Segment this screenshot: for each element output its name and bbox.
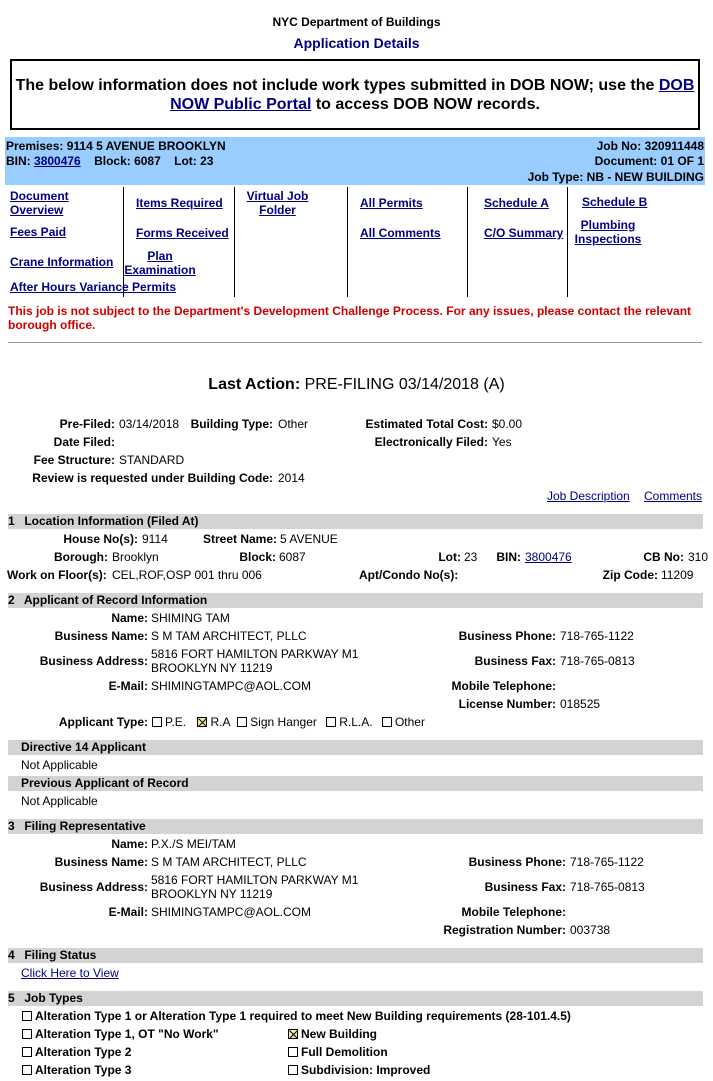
section-title: Applicant of Record Information (23, 593, 208, 607)
applicant-type-options (152, 715, 425, 729)
last-action (0, 376, 713, 394)
premises-band (5, 137, 705, 185)
nav-co-summary[interactable]: C/O Summary (484, 226, 564, 240)
applicant-bizname-value: S M TAM ARCHITECT, PLLC (151, 629, 307, 643)
section-number: 5 (8, 991, 15, 1005)
nav-plumbing-inspections[interactable]: Plumbing Inspections (574, 218, 642, 246)
lot-value: 23 (464, 550, 478, 564)
rep-bizphone-label: Business Phone: (468, 855, 566, 869)
applicant-bizaddr-line1: 5816 FORT HAMILTON PARKWAY M1 (151, 647, 359, 661)
lot-label: Lot: (438, 550, 461, 564)
section-number: 2 (8, 593, 15, 607)
floor-value: CEL,ROF,OSP 001 thru 006 (112, 568, 262, 582)
section-title: Job Types (24, 991, 83, 1005)
notice-text-prefix: The below information does not include work types submitted in DOB NOW; use the (15, 77, 659, 94)
bin-link[interactable]: 3800476 (34, 154, 81, 168)
rep-bizaddr-label: Business Address: (39, 880, 148, 894)
divider (8, 342, 702, 343)
checkbox-ra[interactable]: R.A (197, 715, 229, 729)
section-header-filing-status (8, 948, 703, 963)
checkbox-pe[interactable]: P.E. (152, 715, 186, 729)
section-title: Filing Status (24, 948, 97, 962)
last-action-value: PRE-FILING 03/14/2018 (A) (304, 376, 505, 393)
nav-document-overview[interactable]: Document Overview (10, 189, 69, 217)
checkbox-sign-hanger[interactable]: Sign Hanger (237, 715, 317, 729)
premises-bin-row (6, 154, 213, 168)
premises-address: Premises: 9114 5 AVENUE BROOKLYN (6, 139, 226, 153)
nav-items-required[interactable]: Items Required (136, 196, 223, 210)
section-header-filing-rep (8, 819, 703, 834)
zip-label: Zip Code: (602, 568, 658, 582)
section-header-job-types (8, 991, 703, 1006)
electronic-label: Electronically Filed: (374, 435, 488, 449)
electronic-value: Yes (492, 435, 512, 449)
checkbox-alt2[interactable]: Alteration Type 2 (22, 1045, 131, 1059)
review-value: 2014 (278, 471, 305, 485)
comments-link[interactable]: Comments (644, 489, 703, 503)
lot-label: Lot: 23 (174, 154, 214, 168)
dob-now-notice (10, 59, 700, 130)
dob-now-portal-link[interactable]: DOB NOW Public Portal (170, 77, 695, 113)
street-value: 5 AVENUE (280, 532, 338, 546)
nav-after-hours-variance[interactable]: After Hours Variance Permits (10, 280, 177, 294)
checkbox-alt1-required[interactable]: Alteration Type 1 or Alteration Type 1 required to meet New Building requirements (28-101.4.5) (22, 1009, 571, 1023)
block-value: 6087 (279, 550, 306, 564)
applicant-license-label: License Number: (458, 697, 556, 711)
applicant-license-value: 018525 (560, 697, 601, 711)
applicant-mobile-label: Mobile Telephone: (451, 679, 556, 693)
document-number: Document: 01 OF 1 (594, 154, 704, 168)
cb-label: CB No: (643, 550, 684, 564)
previous-applicant-value: Not Applicable (21, 794, 98, 808)
nav-crane-information[interactable]: Crane Information (10, 255, 114, 269)
applicant-email-value: SHIMINGTAMPC@AOL.COM (151, 679, 311, 693)
rep-bizaddr-line2: BROOKLYN NY 11219 (151, 887, 273, 901)
nav-all-comments[interactable]: All Comments (360, 226, 441, 240)
checkbox-rla[interactable]: R.L.A. (326, 715, 372, 729)
bin-link[interactable]: 3800476 (525, 550, 572, 564)
apt-label: Apt/Condo No(s): (359, 568, 459, 582)
applicant-bizaddr-line2: BROOKLYN NY 11219 (151, 661, 273, 675)
development-challenge-note: This job is not subject to the Department's Development Challenge Process. For any issues, please contact the relevant borough office. (8, 304, 692, 332)
rep-bizaddr-line1: 5816 FORT HAMILTON PARKWAY M1 (151, 873, 359, 887)
nav-divider (347, 187, 348, 297)
section-title: Location Information (Filed At) (24, 514, 199, 528)
nav-virtual-job-folder[interactable]: Virtual Job Folder (246, 189, 309, 217)
applicant-bizphone-value: 718-765-1122 (560, 629, 634, 643)
prefiled-value: 03/14/2018 (119, 417, 180, 431)
applicant-name-value: SHIMING TAM (151, 611, 230, 625)
rep-bizname-value: S M TAM ARCHITECT, PLLC (151, 855, 307, 869)
section-header-applicant (8, 593, 703, 608)
house-label: House No(s): (63, 532, 138, 546)
borough-label: Borough: (54, 550, 108, 564)
review-label: Review is requested under Building Code: (32, 471, 273, 485)
page-title: Application Details (293, 35, 420, 51)
job-type: Job Type: NB - NEW BUILDING (527, 170, 704, 184)
rep-email-label: E-Mail: (108, 905, 148, 919)
date-filed-label: Date Filed: (53, 435, 115, 449)
building-type-label: Building Type: (190, 417, 273, 431)
nav-fees-paid[interactable]: Fees Paid (10, 225, 67, 239)
nav-schedule-a[interactable]: Schedule A (484, 196, 549, 210)
checkbox-full-demolition[interactable]: Full Demolition (288, 1045, 388, 1059)
applicant-name-label: Name: (111, 611, 148, 625)
section-title: Filing Representative (24, 819, 146, 833)
zip-value: 11209 (661, 568, 694, 582)
filing-status-link[interactable]: Click Here to View (21, 966, 119, 980)
nav-divider (467, 187, 468, 297)
checkbox-subdivision-improved[interactable]: Subdivision: Improved (288, 1063, 430, 1077)
notice-text-suffix: to access DOB NOW records. (311, 96, 540, 113)
street-label: Street Name: (202, 532, 277, 546)
floor-label: Work on Floor(s): (7, 568, 107, 582)
checkbox-alt1-ot[interactable]: Alteration Type 1, OT "No Work" (22, 1027, 219, 1041)
applicant-bizfax-value: 718-765-0813 (560, 654, 635, 668)
applicant-type-label: Applicant Type: (58, 715, 148, 729)
rep-mobile-label: Mobile Telephone: (461, 905, 566, 919)
nav-all-permits[interactable]: All Permits (360, 196, 423, 210)
last-action-label: Last Action: (208, 376, 301, 393)
applicant-bizname-label: Business Name: (54, 629, 148, 643)
checkbox-other[interactable]: Other (382, 715, 425, 729)
rep-name-value: P.X./S MEI/TAM (151, 837, 236, 851)
checkbox-alt3[interactable]: Alteration Type 3 (22, 1063, 131, 1077)
agency-name: NYC Department of Buildings (272, 15, 441, 29)
applicant-bizfax-label: Business Fax: (474, 654, 556, 668)
rep-name-label: Name: (111, 837, 148, 851)
rep-registration-value: 003738 (570, 923, 611, 937)
section-header-location (8, 514, 703, 529)
applicant-bizphone-label: Business Phone: (458, 629, 556, 643)
rep-bizphone-value: 718-765-1122 (570, 855, 644, 869)
est-cost-value: $0.00 (492, 417, 523, 431)
fee-structure-label: Fee Structure: (33, 453, 115, 467)
section-number: 1 (8, 514, 15, 528)
borough-value: Brooklyn (112, 550, 159, 564)
section-number: 3 (8, 819, 15, 833)
cb-value: 310 (688, 550, 709, 564)
directive14-value: Not Applicable (21, 758, 98, 772)
prefiled-label: Pre-Filed: (59, 417, 115, 431)
rep-bizfax-value: 718-765-0813 (570, 880, 645, 894)
applicant-email-label: E-Mail: (108, 679, 148, 693)
block-label: Block: 6087 (94, 154, 161, 168)
est-cost-label: Estimated Total Cost: (365, 417, 488, 431)
block-label: Block: (239, 550, 276, 564)
section-header-directive14: Directive 14 Applicant (8, 740, 703, 755)
checkbox-new-building[interactable]: New Building (288, 1027, 377, 1041)
bin-label: BIN: (6, 154, 31, 168)
rep-bizname-label: Business Name: (54, 855, 148, 869)
fee-structure-value: STANDARD (119, 453, 185, 467)
nav-plan-examination[interactable]: Plan Examination (124, 249, 196, 277)
rep-bizfax-label: Business Fax: (484, 880, 566, 894)
section-number: 4 (8, 948, 15, 962)
rep-email-value: SHIMINGTAMPC@AOL.COM (151, 905, 311, 919)
job-number: Job No: 320911448 (596, 139, 704, 153)
applicant-bizaddr-label: Business Address: (39, 654, 148, 668)
job-description-link[interactable]: Job Description (547, 489, 630, 503)
nav-schedule-b[interactable]: Schedule B (582, 195, 648, 209)
bin-label: BIN: (496, 550, 521, 564)
house-value: 9114 (142, 532, 168, 546)
nav-forms-received[interactable]: Forms Received (136, 226, 229, 240)
building-type-value: Other (278, 417, 309, 431)
section-header-previous-applicant: Previous Applicant of Record (8, 776, 703, 791)
rep-registration-label: Registration Number: (443, 923, 566, 937)
